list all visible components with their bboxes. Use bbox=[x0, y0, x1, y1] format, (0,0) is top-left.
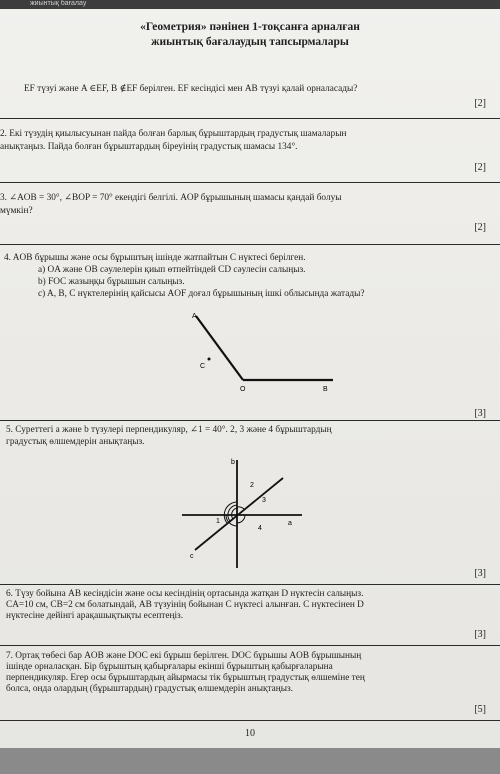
divider bbox=[0, 118, 500, 119]
question-2 bbox=[0, 124, 500, 178]
question-line: EF түзуі және A ∈EF, B ∉EF берілген. EF кесіндісі мен AB түзуі қалай орналасады? bbox=[24, 84, 358, 94]
question-line: ішінде орналасқан. Бір бұрыштың қабырғалары екінші бұрыштың қабырғаларына bbox=[6, 662, 333, 672]
score-mark: [2] bbox=[474, 222, 486, 233]
question-5 bbox=[0, 422, 500, 582]
score-mark: [3] bbox=[474, 408, 486, 419]
angle-4-label: 4 bbox=[258, 525, 262, 532]
angle-3-label: 3 bbox=[262, 497, 266, 504]
score-mark: [2] bbox=[474, 98, 486, 109]
question-line: градустық өлшемдерін анықтаңыз. bbox=[6, 437, 145, 447]
question-line: мүмкін? bbox=[0, 206, 33, 216]
question-7 bbox=[0, 648, 500, 720]
scan-shadow bbox=[0, 748, 500, 774]
label-c: c bbox=[190, 553, 194, 560]
divider bbox=[0, 720, 500, 721]
question-4 bbox=[0, 248, 500, 418]
subitem-b: b) FOC жазыңқы бұрышын салыңыз. bbox=[38, 277, 185, 287]
divider bbox=[0, 182, 500, 183]
question-line: 3. ∠AOB = 30°, ∠BOP = 70° екендігі белгілі. AOP бұрышының шамасы қандай болуы bbox=[0, 193, 342, 203]
title-line-2: жиынтық бағалаудың тапсырмалары bbox=[151, 36, 349, 48]
top-strip-text: жиынтық бағалау bbox=[30, 0, 87, 7]
question-line: болса, онда олардың (бұрыштардың) градустық өлшемдерін анықтаңыз. bbox=[6, 684, 294, 694]
label-o: O bbox=[240, 386, 246, 393]
question-line: 4. AOB бұрышы және осы бұрыштың ішінде жатпайтын C нүктесі берілген. bbox=[4, 253, 306, 263]
question-line: 6. Түзу бойына AB кесіндісін және осы кесіндінің ортасында жатқан D нүктесін салыңыз. bbox=[6, 589, 364, 599]
score-mark: [3] bbox=[474, 629, 486, 640]
subitem-c: c) A, B, C нүктелерінің қайсысы AOF доғал бұрышының ішкі облысында жатады? bbox=[38, 289, 365, 299]
label-c: C bbox=[200, 363, 206, 370]
page-number: 10 bbox=[245, 728, 255, 739]
question-3 bbox=[0, 186, 500, 242]
score-mark: [5] bbox=[474, 704, 486, 715]
label-a: a bbox=[288, 520, 292, 527]
angle-figure bbox=[0, 248, 500, 418]
question-1 bbox=[0, 80, 500, 120]
page-title bbox=[0, 20, 500, 50]
question-line: перпендикуляр. Егер осы бұрыштардың айырмасы тік бұрыштың градустық өлшеміне тең bbox=[6, 673, 365, 683]
divider bbox=[0, 645, 500, 646]
angle-1-label: 1 bbox=[216, 518, 220, 525]
question-line: CA=10 см, CB=2 см болатындай, AB түзуінің бойынан C нүктесі алынған. C нүктесінен D bbox=[6, 600, 364, 610]
angle-2-label: 2 bbox=[250, 482, 254, 489]
label-b: B bbox=[323, 386, 328, 393]
point-c bbox=[208, 358, 211, 361]
question-line: 7. Ортақ төбесі бар AOB және DOC екі бұрыш берілген. DOC бұрышы AOB бұрышының bbox=[6, 651, 362, 661]
question-line: нүктесіне дейінгі арақашықтықты есептеңіз. bbox=[6, 611, 184, 621]
question-line: 5. Суреттегі a және b түзулері перпендикуляр, ∠1 = 40°. 2, 3 және 4 бұрыштардың bbox=[6, 425, 332, 435]
line-c bbox=[195, 478, 283, 550]
divider bbox=[0, 244, 500, 245]
ray-oa bbox=[196, 316, 243, 380]
label-b: b bbox=[231, 459, 235, 466]
subitem-a: a) OA және OB сәулелерін қиып өтпейтіндей CD сәулесін салыңыз. bbox=[38, 265, 306, 275]
question-6 bbox=[0, 586, 500, 644]
divider bbox=[0, 584, 500, 585]
top-strip bbox=[0, 0, 500, 9]
question-line: анықтаңыз. Пайда болған бұрыштардың біреуінің градустық шамасы 134°. bbox=[0, 142, 298, 152]
question-line: 2. Екі түзудің қиылысуынан пайда болған барлық бұрыштардың градустық шамаларын bbox=[0, 129, 347, 139]
score-mark: [3] bbox=[474, 568, 486, 579]
divider bbox=[0, 420, 500, 421]
label-a: A bbox=[192, 313, 197, 320]
score-mark: [2] bbox=[474, 162, 486, 173]
title-line-1: «Геометрия» пәнінен 1-тоқсанға арналған bbox=[140, 21, 360, 33]
perpendicular-lines-figure bbox=[0, 422, 500, 582]
